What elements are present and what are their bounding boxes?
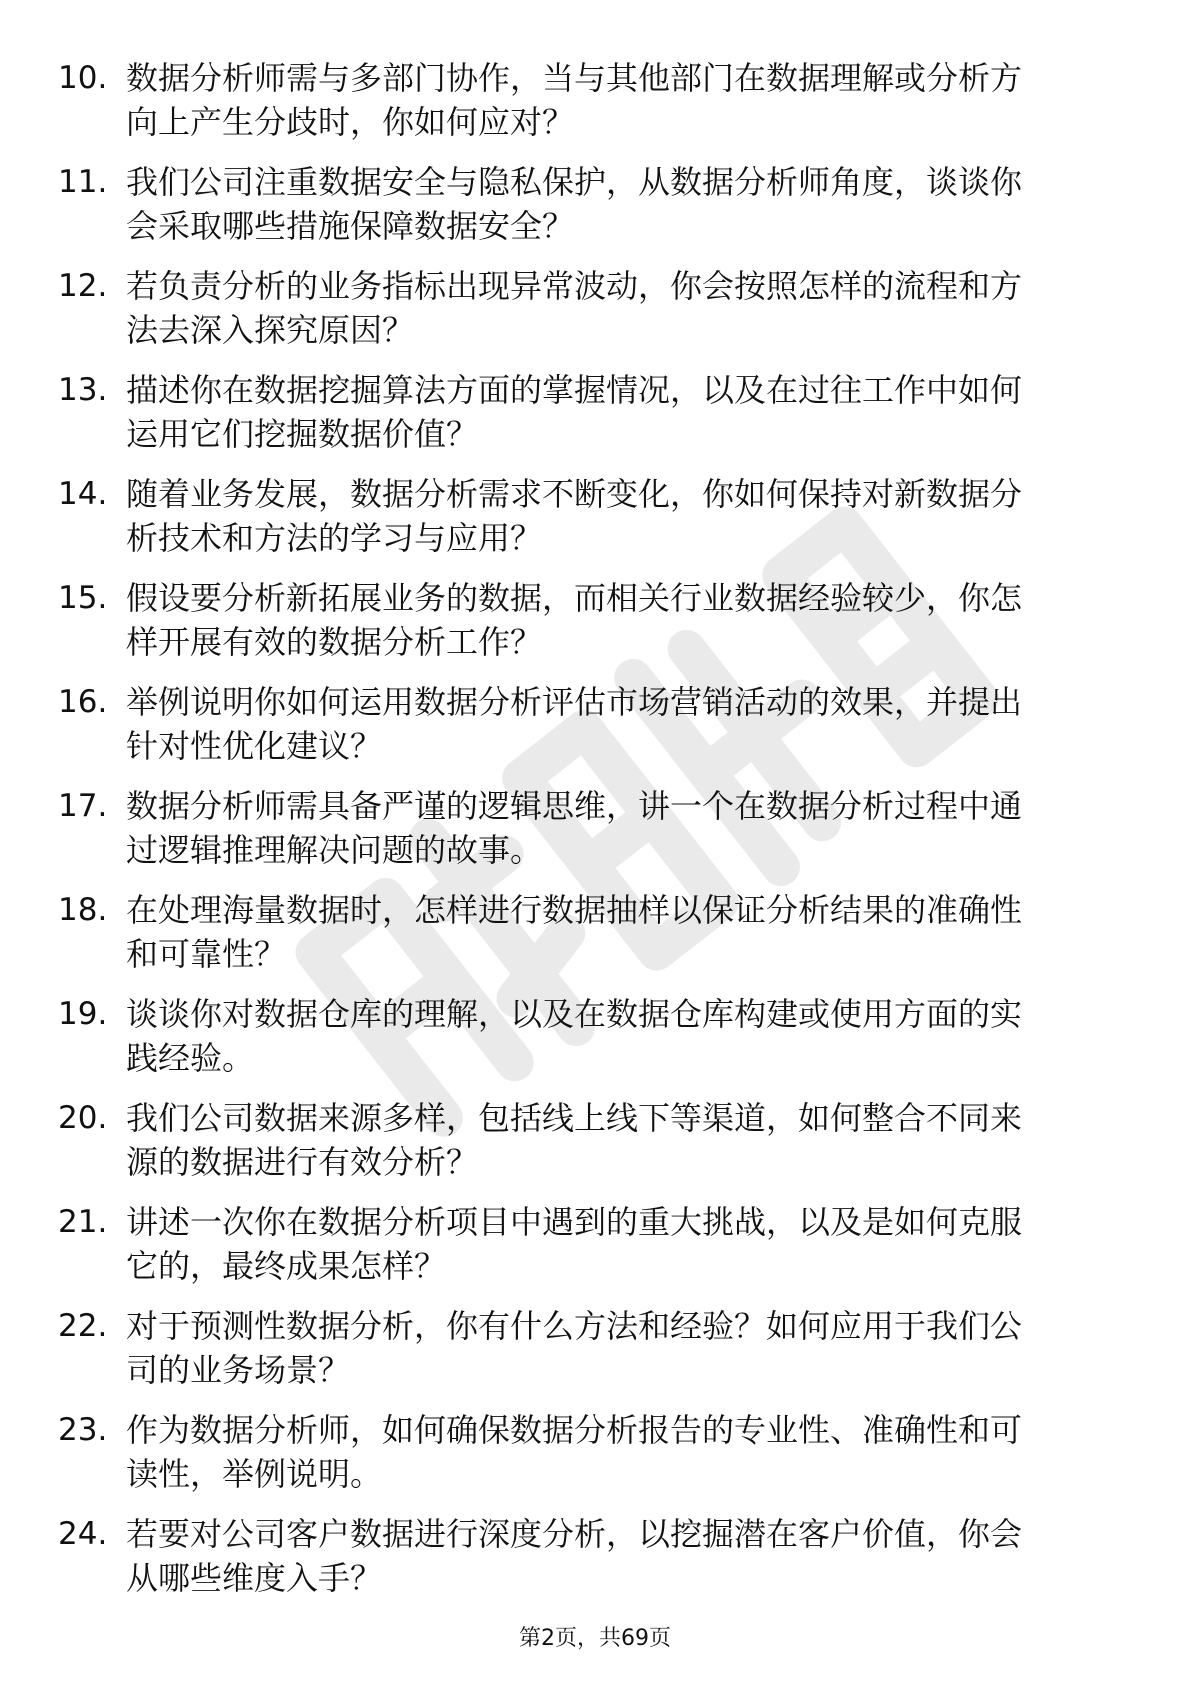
question-number: 13. xyxy=(58,372,108,408)
question-item xyxy=(0,1512,1190,1616)
question-text xyxy=(126,1512,1116,1600)
question-item xyxy=(0,1304,1190,1408)
question-line: 过逻辑推理解决问题的故事。 xyxy=(126,831,543,869)
question-text xyxy=(126,472,1116,560)
question-item xyxy=(0,1096,1190,1200)
question-item xyxy=(0,264,1190,368)
question-text xyxy=(126,264,1116,352)
question-item xyxy=(0,160,1190,264)
question-line: 我们公司注重数据安全与隐私保护，从数据分析师角度，谈谈你 xyxy=(126,163,1023,201)
question-item xyxy=(0,1200,1190,1304)
question-line: 运用它们挖掘数据价值？ xyxy=(126,415,479,453)
question-number: 23. xyxy=(58,1412,108,1448)
question-line: 举例说明你如何运用数据分析评估市场营销活动的效果，并提出 xyxy=(126,683,1023,721)
question-number: 24. xyxy=(58,1516,108,1552)
question-line: 读性，举例说明。 xyxy=(126,1455,383,1493)
question-text xyxy=(126,56,1116,144)
question-line: 我们公司数据来源多样，包括线上线下等渠道，如何整合不同来 xyxy=(126,1099,1023,1137)
question-line: 描述你在数据挖掘算法方面的掌握情况，以及在过往工作中如何 xyxy=(126,371,1023,409)
question-line: 对于预测性数据分析，你有什么方法和经验？如何应用于我们公 xyxy=(126,1307,1023,1345)
question-list xyxy=(0,56,1190,1616)
question-line: 析技术和方法的学习与应用？ xyxy=(126,519,543,557)
question-text xyxy=(126,992,1116,1080)
question-line: 数据分析师需具备严谨的逻辑思维，讲一个在数据分析过程中通 xyxy=(126,787,1023,825)
question-line: 若负责分析的业务指标出现异常波动，你会按照怎样的流程和方 xyxy=(126,267,1023,305)
question-number: 16. xyxy=(58,684,108,720)
question-number: 18. xyxy=(58,892,108,928)
question-text xyxy=(126,1408,1116,1496)
question-line: 假设要分析新拓展业务的数据，而相关行业数据经验较少，你怎 xyxy=(126,579,1023,617)
question-text xyxy=(126,888,1116,976)
question-line: 样开展有效的数据分析工作？ xyxy=(126,623,543,661)
question-line: 若要对公司客户数据进行深度分析，以挖掘潜在客户价值，你会 xyxy=(126,1515,1023,1553)
question-text xyxy=(126,1200,1116,1288)
question-item xyxy=(0,472,1190,576)
question-item xyxy=(0,1408,1190,1512)
question-number: 21. xyxy=(58,1204,108,1240)
question-line: 向上产生分歧时，你如何应对？ xyxy=(126,103,575,141)
question-line: 谈谈你对数据仓库的理解，以及在数据仓库构建或使用方面的实 xyxy=(126,995,1023,1033)
question-text xyxy=(126,1096,1116,1184)
question-item xyxy=(0,368,1190,472)
question-text xyxy=(126,368,1116,456)
question-line: 讲述一次你在数据分析项目中遇到的重大挑战，以及是如何克服 xyxy=(126,1203,1023,1241)
question-item xyxy=(0,784,1190,888)
question-number: 22. xyxy=(58,1308,108,1344)
question-item xyxy=(0,680,1190,784)
question-text xyxy=(126,576,1116,664)
page-number-footer: 第2页，共69页 xyxy=(519,1626,671,1651)
question-line: 在处理海量数据时，怎样进行数据抽样以保证分析结果的准确性 xyxy=(126,891,1023,929)
question-item xyxy=(0,992,1190,1096)
question-line: 和可靠性？ xyxy=(126,935,287,973)
question-line: 随着业务发展，数据分析需求不断变化，你如何保持对新数据分 xyxy=(126,475,1023,513)
question-line: 法去深入探究原因？ xyxy=(126,311,415,349)
question-line: 作为数据分析师，如何确保数据分析报告的专业性、准确性和可 xyxy=(126,1411,1023,1449)
question-text xyxy=(126,160,1116,248)
question-line: 司的业务场景？ xyxy=(126,1351,351,1389)
question-line: 针对性优化建议？ xyxy=(126,727,383,765)
question-number: 10. xyxy=(58,60,108,96)
question-number: 15. xyxy=(58,580,108,616)
question-line: 数据分析师需与多部门协作，当与其他部门在数据理解或分析方 xyxy=(126,59,1023,97)
question-line: 会采取哪些措施保障数据安全？ xyxy=(126,207,575,245)
question-text xyxy=(126,1304,1116,1392)
question-number: 14. xyxy=(58,476,108,512)
question-line: 从哪些维度入手？ xyxy=(126,1559,383,1597)
question-number: 11. xyxy=(58,164,108,200)
question-number: 20. xyxy=(58,1100,108,1136)
question-item xyxy=(0,888,1190,992)
question-text xyxy=(126,784,1116,872)
question-line: 源的数据进行有效分析？ xyxy=(126,1143,479,1181)
question-number: 19. xyxy=(58,996,108,1032)
question-number: 17. xyxy=(58,788,108,824)
question-item xyxy=(0,56,1190,160)
question-item xyxy=(0,576,1190,680)
question-line: 践经验。 xyxy=(126,1039,255,1077)
question-line: 它的，最终成果怎样？ xyxy=(126,1247,447,1285)
question-number: 12. xyxy=(58,268,108,304)
question-text xyxy=(126,680,1116,768)
